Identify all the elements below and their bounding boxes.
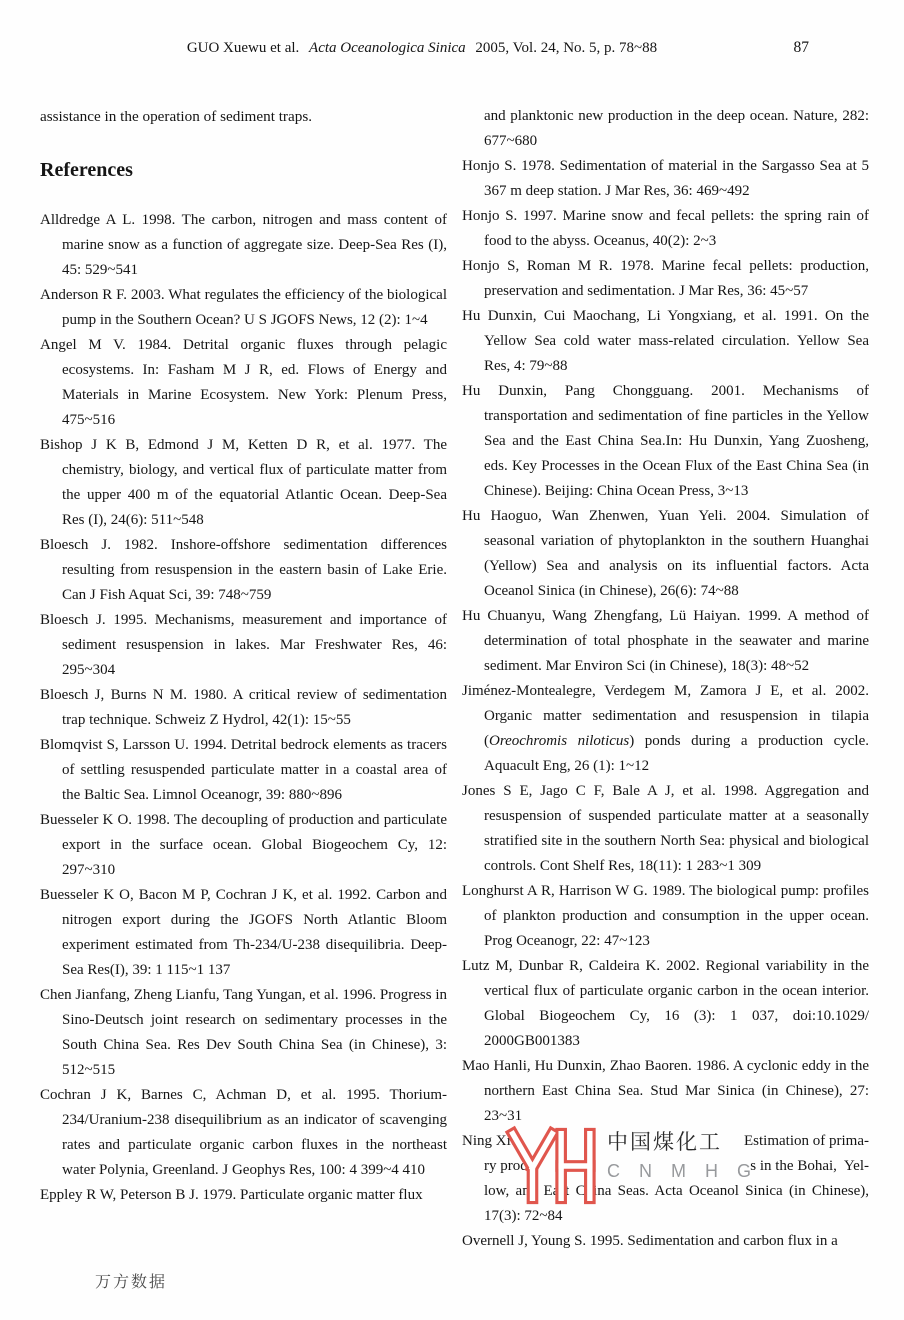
reference-entry: Chen Jianfang, Zheng Lianfu, Tang Yungan, et al. 1996. Progress in Sino-Deutsch joint research on sedimentary processes in the South China Sea. Res Dev South China Sea (in Chinese), 3: 512~515 [40,987,447,1078]
references-heading: References [40,159,133,181]
running-head-issue: 2005, Vol. 24, No. 5, p. 78~88 [475,40,658,56]
reference-line: Ning Xiu Estimation of prima- [462,1133,869,1149]
reference-entry: Mao Hanli, Hu Dunxin, Zhao Baoren. 1986. A cyclonic eddy in the northern East China Sea. Stud Mar Sinica (in Chinese), 27: 23~31 [462,1058,869,1124]
reference-entry: Cochran J K, Barnes C, Achman D, et al. 1995. Thorium-234/Uranium-238 disequilibrium as an indicator of scavenging rates and particulate organic carbon fluxes in the northeast water Polynia, Greenland. J Geophys Res, 100: 4 399~4 410 [40,1087,447,1178]
reference-entry: Alldredge A L. 1998. The carbon, nitrogen and mass content of marine snow as a function of aggregate size. Deep-Sea Res (I), 45: 529~541 [40,212,447,278]
watermark-latin-label: C N M H G [607,1161,758,1181]
reference-line: ry prod s in the Bohai, Yel- [484,1158,869,1174]
reference-entry: Hu Dunxin, Cui Maochang, Li Yongxiang, et al. 1991. On the Yellow Sea cold water mass-related circulation. Yellow Sea Res, 4: 79~88 [462,308,869,374]
reference-entry: Bloesch J. 1995. Mechanisms, measurement and importance of sediment resuspension in lakes. Mar Freshwater Res, 46: 295~304 [40,612,447,678]
wanfang-data-watermark: 万方数据 [95,1274,168,1291]
running-head-journal: Acta Oceanologica Sinica [309,40,466,56]
reference-entry: Anderson R F. 2003. What regulates the efficiency of the biological pump in the Southern Ocean? U S JGOFS News, 12 (2): 1~4 [40,287,447,328]
reference-entry: Honjo S, Roman M R. 1978. Marine fecal pellets: production, preservation and sedimentation. J Mar Res, 36: 45~57 [462,258,869,299]
running-head [60,40,784,57]
watermark-chinese-label: 中国煤化工 [607,1131,722,1154]
reference-entry: Honjo S. 1978. Sedimentation of material in the Sargasso Sea at 5 367 m deep station. J Mar Res, 36: 469~492 [462,158,869,199]
reference-entry: Bloesch J. 1982. Inshore-offshore sedimentation differences resulting from resuspension in the eastern basin of Lake Erie. Can J Fish Aquat Sci, 39: 748~759 [40,537,447,603]
publisher-watermark [502,1124,758,1213]
reference-entry: Buesseler K O, Bacon M P, Cochran J K, et al. 1992. Carbon and nitrogen export during the JGOFS North Atlantic Bloom experiment estimated from Th-234/U-238 disequilibria. Deep-Sea Res(I), 39: 1 115~1 137 [40,887,447,978]
reference-entry: and planktonic new production in the deep ocean. Nature, 282: 677~680 [484,108,869,149]
reference-entry: Overnell J, Young S. 1995. Sedimentation and carbon flux in a [462,1233,838,1249]
references-column-left [40,208,447,1208]
two-column-body [40,104,869,1254]
reference-entry: Longhurst A R, Harrison W G. 1989. The biological pump: profiles of plankton production and consumption in the upper ocean. Prog Oceanogr, 22: 47~123 [462,883,869,949]
reference-entry: Hu Haoguo, Wan Zhenwen, Yuan Yeli. 2004. Simulation of seasonal variation of phytoplankton in the southern Huanghai (Yellow) Sea and analysis on its influential factors. Acta Oceanol Sinica (in Chinese), 26(6): 74~88 [462,508,869,599]
reference-entry: Jones S E, Jago C F, Bale A J, et al. 1998. Aggregation and resuspension of suspended particulate matter at a seasonally stratified site in the southern North Sea: physical and biological controls. Cont Shelf Res, 18(11): 1 283~1 309 [462,783,869,874]
reference-entry: Blomqvist S, Larsson U. 1994. Detrital bedrock elements as tracers of settling resuspended particulate matter in a coastal area of the Baltic Sea. Limnol Oceanogr, 39: 880~896 [40,737,447,803]
coal-chem-logo-icon [502,1124,597,1213]
page-number: 87 [793,39,809,56]
left-column [40,104,447,1254]
right-column [462,104,869,1254]
reference-entry: Jiménez-Montealegre, Verdegem M, Zamora J E, et al. 2002. Organic matter sedimentation and resuspension in tilapia (Oreochromis niloticus) ponds during a production cycle. Aquacult Eng, 26 (1): 1~12 [462,683,870,774]
reference-entry: Buesseler K O. 1998. The decoupling of production and particulate export in the surface ocean. Global Biogeochem Cy, 12: 297~310 [40,812,447,878]
reference-entry: Bishop J K B, Edmond J M, Ketten D R, et al. 1977. The chemistry, biology, and vertical flux of particulate matter from the upper 400 m of the equatorial Atlantic Ocean. Deep-Sea Res (I), 24(6): 511~548 [40,437,447,528]
reference-line: 17(3): 72~84 [484,1208,563,1224]
reference-entry: Honjo S. 1997. Marine snow and fecal pellets: the spring rain of food to the abyss. Oceanus, 40(2): 2~3 [462,208,869,249]
reference-entry: Bloesch J, Burns N M. 1980. A critical review of sedimentation trap technique. Schweiz Z Hydrol, 42(1): 15~55 [40,687,447,728]
watermark-text [607,1124,758,1181]
reference-entry: Angel M V. 1984. Detrital organic fluxes through pelagic ecosystems. In: Fasham M J R, ed. Flows of Energy and Materials in Marine Ecosystem. New York: Plenum Press, 475~516 [40,337,447,428]
running-head-authors: GUO Xuewu et al. [186,40,300,56]
paragraph-continuation: assistance in the operation of sediment traps. [40,108,313,125]
reference-line: low, and East China Seas. Acta Oceanol Sinica (in Chinese), [484,1183,869,1199]
reference-entry: Eppley R W, Peterson B J. 1979. Particulate organic matter flux [40,1187,423,1203]
reference-entry: Hu Chuanyu, Wang Zhengfang, Lü Haiyan. 1999. A method of determination of total phosphate in the seawater and marine sediment. Mar Environ Sci (in Chinese), 18(3): 48~52 [462,608,869,674]
reference-entry: Hu Dunxin, Pang Chongguang. 2001. Mechanisms of transportation and sedimentation of fine particles in the Yellow Sea and the East China Sea.In: Hu Dunxin, Yang Zuosheng, eds. Key Processes in the Ocean Flux of the East China Sea (in Chinese). Beijing: China Ocean Press, 3~13 [462,383,869,499]
references-column-right [462,104,869,1254]
reference-entry: Lutz M, Dunbar R, Caldeira K. 2002. Regional variability in the vertical flux of particulate organic carbon in the ocean interior. Global Biogeochem Cy, 16 (3): 1 037, doi:10.1029/ 2000GB001383 [462,958,869,1049]
